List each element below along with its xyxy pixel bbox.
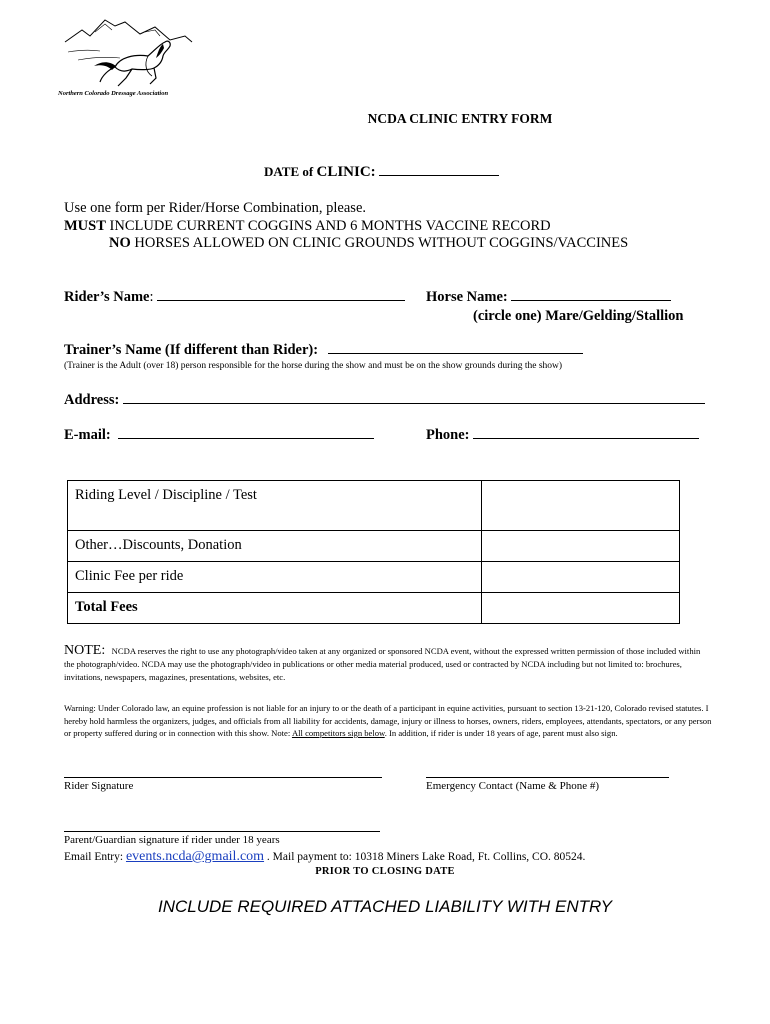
liability-footer: INCLUDE REQUIRED ATTACHED LIABILITY WITH ENTRY [157,897,613,916]
instruction-must: MUST [64,217,106,234]
email-label: E-mail: [64,427,111,443]
horse-name-label: Horse Name: [426,289,508,305]
email-entry [64,849,585,865]
rider-signature-label: Rider Signature [64,780,134,792]
horse-logo-icon [60,12,195,102]
note-lead: NOTE: [64,643,106,658]
email-entry-label: Email Entry: [64,851,126,863]
rider-name-label: Rider’s Name [64,289,150,305]
phone-input[interactable] [473,438,699,439]
table-row [68,481,680,531]
instruction-no: NO [109,235,131,251]
fee-value-input[interactable] [482,562,680,593]
photo-release-note [64,644,704,684]
address-input[interactable] [123,403,705,404]
warning-underlined: All competitors sign below [291,728,385,738]
trainer-name-input[interactable] [328,353,583,354]
trainer-name-field [64,342,583,359]
instruction-no-horses: HORSES ALLOWED ON CLINIC GROUNDS WITHOUT COGGINS/VACCINES [130,235,629,251]
prior-to-closing: PRIOR TO CLOSING DATE [315,866,455,877]
fee-label: Clinic Fee per ride [68,562,482,593]
trainer-note: (Trainer is the Adult (over 18) person responsible for the horse during the show and must be on the show grounds during the show) [64,361,563,371]
warning-text-end: . In addition, if rider is under 18 years of age, parent must also sign. [384,728,618,738]
instruction-coggins: INCLUDE CURRENT COGGINS AND 6 MONTHS VACCINE RECORD [105,217,551,234]
table-row [68,531,680,562]
date-input-line[interactable] [379,175,499,176]
phone-field [426,427,699,444]
fee-label: Total Fees [68,593,482,624]
rider-signature-line[interactable] [64,777,382,778]
date-label-main: CLINIC: [316,164,376,180]
email-input[interactable] [118,438,374,439]
table-row [68,593,680,624]
instruction-line-3 [64,235,628,253]
warning-text: Warning: Under Colorado law, an equine profession is not liable for an injury to or the death of a participant in equine activities, pursuant to section 13-21-120, Colorado revised statutes. I hereby hold harmless the organizers, judges, and officials from all liability for accidents, damage, injury or illness to horses, owners, riders, employees, attendants, spectators, or any person or property suffered during or in connection with this show. Note: [64,703,712,738]
instructions [64,200,628,253]
address-label: Address: [64,392,120,408]
phone-label: Phone: [426,427,470,443]
fee-value-input[interactable] [482,593,680,624]
fee-value-input[interactable] [482,481,680,531]
fees-table [67,480,680,624]
fee-value-input[interactable] [482,531,680,562]
logo-caption: Northern Colorado Dressage Association [58,90,169,97]
horse-name-field [426,289,671,306]
guardian-signature-label: Parent/Guardian signature if rider under 18 years [64,834,280,846]
liability-warning [64,702,714,740]
address-field [64,392,705,409]
form-title: NCDA CLINIC ENTRY FORM [367,111,553,126]
date-field [264,164,499,181]
trainer-name-label: Trainer’s Name (If different than Rider): [64,342,319,358]
mail-payment-text: . Mail payment to: 10318 Miners Lake Road, Ft. Collins, CO. 80524. [264,851,586,863]
guardian-signature-line[interactable] [64,831,380,832]
instruction-line-2 [64,218,628,236]
fee-label: Riding Level / Discipline / Test [68,481,482,531]
fee-label: Other…Discounts, Donation [68,531,482,562]
horse-sex-label: (circle one) Mare/Gelding/Stallion [473,308,684,324]
date-label-prefix: DATE of [264,164,314,179]
table-row [68,562,680,593]
emergency-contact-line[interactable] [426,777,669,778]
horse-name-input[interactable] [511,300,671,301]
email-entry-link[interactable]: events.ncda@gmail.com [125,849,265,864]
emergency-contact-label: Emergency Contact (Name & Phone #) [426,780,599,792]
email-field [64,427,374,444]
rider-name-field: Rider’s Name: [64,289,405,306]
rider-name-input[interactable] [157,300,405,301]
instruction-line-1: Use one form per Rider/Horse Combination, please. [64,200,367,216]
note-text: NCDA reserves the right to use any photograph/video taken at any organized or sponsored NCDA event, without the expressed written permission of those included within the photograph/video. NCDA may use the photograph/video in publications or other media material produced, used or contracted by NCDA including but not limited to: brochures, invitations, newspapers, magazines, presentations, websites, etc. [64,646,701,682]
